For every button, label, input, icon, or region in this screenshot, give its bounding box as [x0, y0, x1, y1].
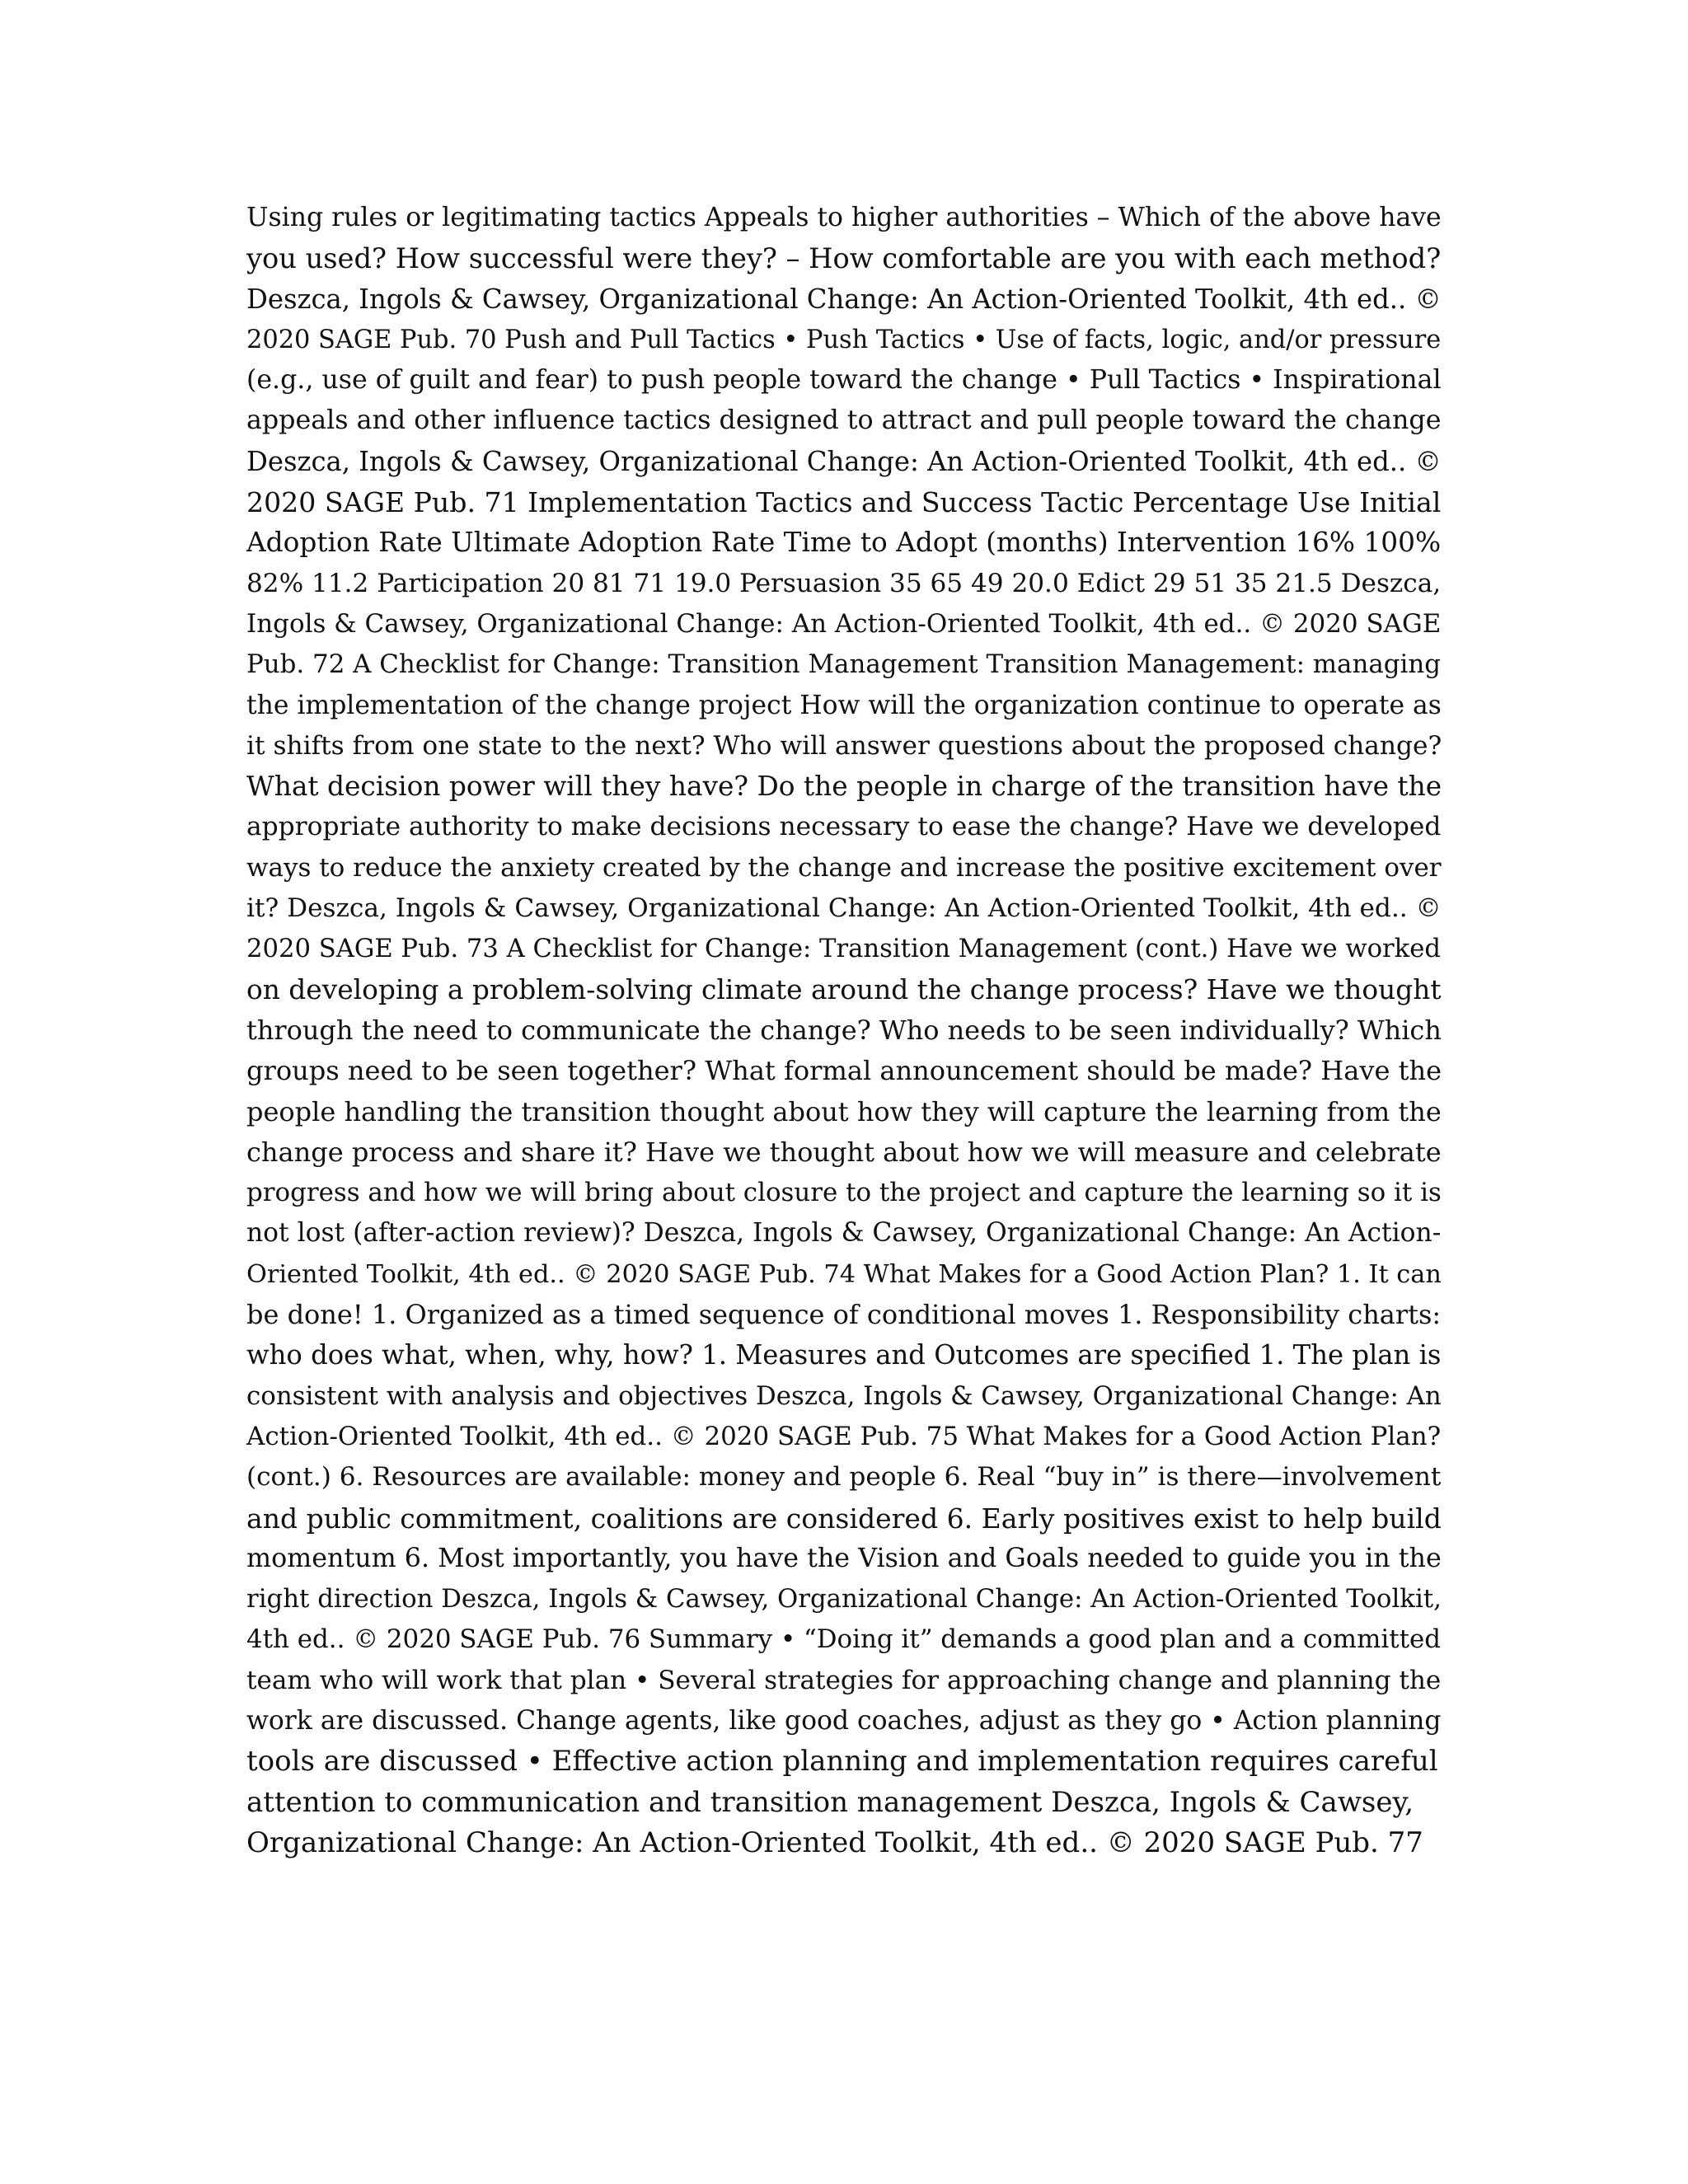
text-line: team who will work that plan • Several strategies for approaching change and planning the	[246, 1665, 1442, 1695]
text-line: 2020 SAGE Pub. 70 Push and Pull Tactics • Push Tactics • Use of facts, logic, and/or pressure	[246, 325, 1442, 354]
text-line: 2020 SAGE Pub. 71 Implementation Tactics and Success Tactic Percentage Use Initial	[246, 486, 1442, 519]
text-line: appropriate authority to make decisions necessary to ease the change? Have we developed	[246, 812, 1442, 842]
text-line: attention to communication and transition management Deszca, Ingols & Cawsey,	[246, 1785, 1414, 1819]
text-line: it? Deszca, Ingols & Cawsey, Organizational Change: An Action-Oriented Toolkit, 4th ed.. ©	[246, 893, 1442, 924]
text-line: people handling the transition thought about how they will capture the learning from the	[246, 1095, 1442, 1127]
text-line: and public commitment, coalitions are considered 6. Early positives exist to help build	[246, 1502, 1442, 1535]
text-line: (cont.) 6. Resources are available: money and people 6. Real “buy in” is there—involvement	[246, 1462, 1442, 1493]
text-line: Action-Oriented Toolkit, 4th ed.. © 2020 SAGE Pub. 75 What Makes for a Good Action Plan?	[246, 1421, 1442, 1451]
text-line: through the need to communicate the change? Who needs to be seen individually? Which	[246, 1014, 1442, 1046]
text-line: appeals and other influence tactics designed to attract and pull people toward the change	[246, 405, 1442, 436]
text-line: 4th ed.. © 2020 SAGE Pub. 76 Summary • “Doing it” demands a good plan and a committed	[246, 1624, 1442, 1655]
text-line: the implementation of the change project How will the organization continue to operate as	[246, 690, 1442, 720]
text-line: (e.g., use of guilt and fear) to push people toward the change • Pull Tactics • Inspirational	[246, 365, 1442, 396]
text-line: Ingols & Cawsey, Organizational Change: An Action-Oriented Toolkit, 4th ed.. © 2020 SAGE	[246, 608, 1442, 639]
text-line: Deszca, Ingols & Cawsey, Organizational Change: An Action-Oriented Toolkit, 4th ed.. ©	[246, 445, 1442, 477]
body-text	[246, 198, 1442, 1863]
text-line: Organizational Change: An Action-Oriented Toolkit, 4th ed.. © 2020 SAGE Pub. 77	[246, 1825, 1423, 1859]
text-line: you used? How successful were they? – How comfortable are you with each method?	[246, 242, 1442, 275]
text-line: 2020 SAGE Pub. 73 A Checklist for Change: Transition Management (cont.) Have we worked	[246, 935, 1441, 964]
text-line: right direction Deszca, Ingols & Cawsey, Organizational Change: An Action-Oriented Toolkit,	[246, 1584, 1442, 1615]
text-line: groups need to be seen together? What formal announcement should be made? Have the	[246, 1055, 1442, 1087]
text-line: Using rules or legitimating tactics Appeals to higher authorities – Which of the above have	[246, 203, 1442, 232]
text-line: it shifts from one state to the next? Who will answer questions about the proposed change?	[246, 730, 1442, 761]
text-line: work are discussed. Change agents, like good coaches, adjust as they go • Action planning	[246, 1705, 1442, 1736]
text-line: ways to reduce the anxiety created by the change and increase the positive excitement over	[246, 852, 1442, 883]
text-line: Pub. 72 A Checklist for Change: Transition Management Transition Management: managing	[246, 649, 1442, 680]
text-line: who does what, when, why, how? 1. Measures and Outcomes are specified 1. The plan is	[246, 1339, 1442, 1371]
text-line: Adoption Rate Ultimate Adoption Rate Time to Adopt (months) Intervention 16% 100%	[246, 527, 1442, 559]
text-line: on developing a problem-solving climate around the change process? Have we thought	[246, 973, 1442, 1005]
text-line: tools are discussed • Effective action planning and implementation requires careful	[246, 1745, 1438, 1779]
text-line: not lost (after-action review)? Deszca, Ingols & Cawsey, Organizational Change: An Action-	[246, 1218, 1442, 1249]
text-line: What decision power will they have? Do the people in charge of the transition have the	[246, 771, 1442, 803]
text-line: be done! 1. Organized as a timed sequence of conditional moves 1. Responsibility charts:	[246, 1299, 1442, 1331]
text-line: Oriented Toolkit, 4th ed.. © 2020 SAGE Pub. 74 What Makes for a Good Action Plan? 1. It can	[246, 1259, 1442, 1289]
text-line: progress and how we will bring about closure to the project and capture the learning so it is	[246, 1178, 1442, 1208]
text-line: change process and share it? Have we thought about how we will measure and celebrate	[246, 1136, 1442, 1168]
text-line: 82% 11.2 Participation 20 81 71 19.0 Persuasion 35 65 49 20.0 Edict 29 51 35 21.5 Deszca,	[246, 568, 1442, 598]
text-line: momentum 6. Most importantly, you have the Vision and Goals needed to guide you in the	[246, 1543, 1442, 1573]
text-line: Deszca, Ingols & Cawsey, Organizational Change: An Action-Oriented Toolkit, 4th ed.. ©	[246, 283, 1442, 315]
text-line: consistent with analysis and objectives Deszca, Ingols & Cawsey, Organizational Change: An	[246, 1380, 1442, 1411]
